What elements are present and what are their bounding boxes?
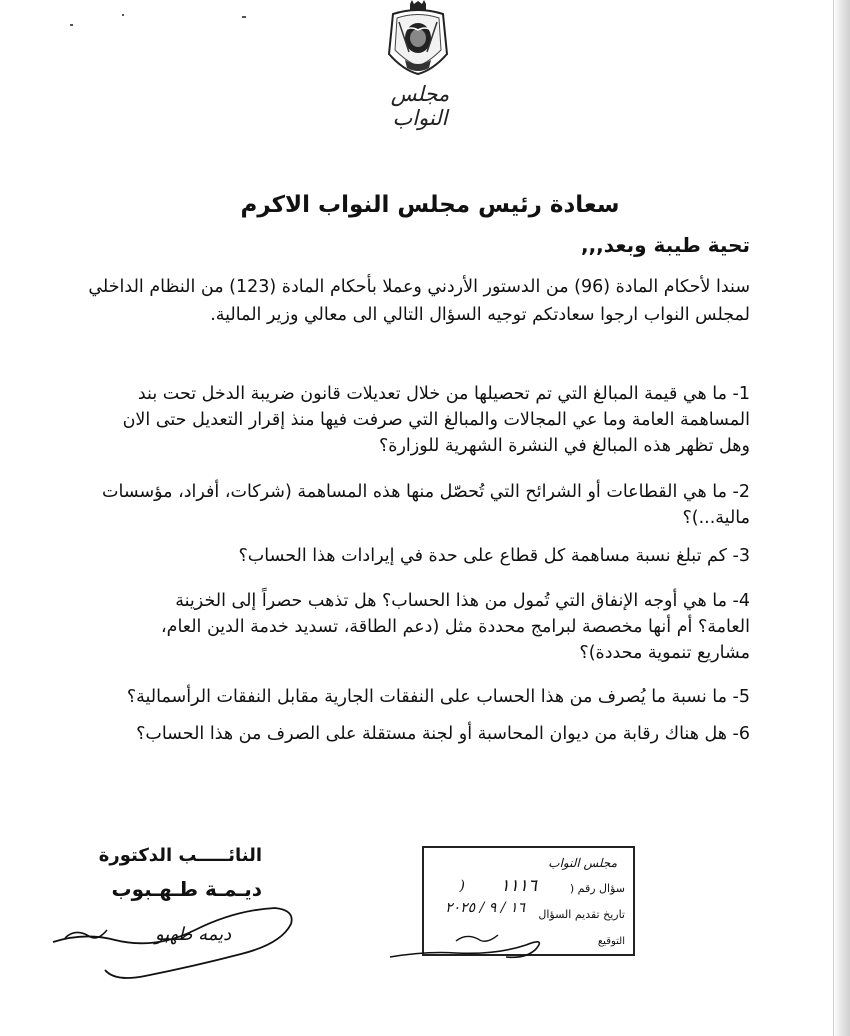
handwritten-signature xyxy=(45,880,305,990)
question-5 xyxy=(90,684,750,710)
question-line: 4- ما هي أوجه الإنفاق التي تُمول من هذا الحساب؟ هل تذهب حصراً إلى الخزينة xyxy=(175,591,750,611)
question-line: المساهمة العامة وما عي المجالات والمبالغ التي صرفت فيها منذ إقرار التعديل حتى الان xyxy=(122,410,750,430)
question-6 xyxy=(90,721,750,747)
scan-speck xyxy=(242,16,246,18)
question-line: 6- هل هناك رقابة من ديوان المحاسبة أو لجنة مستقلة على الصرف من هذا الحساب؟ xyxy=(136,724,750,744)
intro-line: سندا لأحكام المادة (96) من الدستور الأردني وعملا بأحكام المادة (123) من النظام الداخلي xyxy=(88,277,750,297)
question-line: 2- ما هي القطاعات أو الشرائح التي تُحصّل منها هذه المساهمة (شركات، أفراد، مؤسسات xyxy=(102,482,750,502)
intro-line: لمجلس النواب ارجوا سعادتكم توجيه السؤال التالي الى معالي وزير المالية. xyxy=(210,305,750,325)
stamp-date-label: تاريخ تقديم السؤال xyxy=(538,908,625,921)
scan-edge-shadow xyxy=(834,0,850,1036)
svg-text:ديمه طهبو: ديمه طهبو xyxy=(155,924,232,945)
question-line: 5- ما نسبة ما يُصرف من هذا الحساب على النفقات الجارية مقابل النفقات الرأسمالية؟ xyxy=(126,687,750,707)
question-line: 1- ما هي قيمة المبالغ التي تم تحصيلها من خلال تعديلات قانون ضريبة الدخل تحت بند xyxy=(137,384,750,404)
jordan-coat-of-arms-icon xyxy=(383,0,453,78)
greeting: تحية طيبة وبعد,,, xyxy=(580,233,750,257)
stamp-signature-scribble xyxy=(386,905,626,965)
signatory-title: النائـــــب الدكتورة xyxy=(98,845,262,866)
stamp-question-number-close: ) xyxy=(459,878,465,894)
question-4 xyxy=(90,588,750,666)
addressee-line: سعادة رئيس مجلس النواب الاكرم xyxy=(240,192,620,218)
stamp-signature-label: التوقيع xyxy=(597,936,625,947)
stamp-header: مجلس النواب xyxy=(548,856,617,870)
question-1 xyxy=(90,381,750,459)
question-line: وهل تظهر هذه المبالغ في النشرة الشهرية للوزارة؟ xyxy=(378,436,750,456)
question-line: مشاريع تنموية محددة)؟ xyxy=(579,643,750,663)
question-line: 3- كم تبلغ نسبة مساهمة كل قطاع على حدة في إيرادات هذا الحساب؟ xyxy=(238,546,750,566)
stamp-question-number-value: ١١١٦ xyxy=(500,876,537,896)
scan-speck xyxy=(122,14,124,16)
question-line: العامة؟ أم أنها مخصصة لبرامج محددة مثل (دعم الطاقة، تسديد خدمة الدين العام، xyxy=(160,617,750,637)
intro-paragraph xyxy=(90,273,750,329)
question-line: مالية...)؟ xyxy=(682,508,750,528)
stamp-date-value: ١٦ / ٩ / ٢٠٢٥ xyxy=(445,900,525,916)
stamp-question-number-label: سؤال رقم ( xyxy=(569,882,625,895)
scan-speck xyxy=(70,24,73,26)
letterhead-institution: مجلس النواب xyxy=(390,82,450,130)
question-2 xyxy=(90,479,750,531)
signatory-name: ديـمـة طـهـبوب xyxy=(111,877,262,901)
question-3 xyxy=(90,543,750,569)
